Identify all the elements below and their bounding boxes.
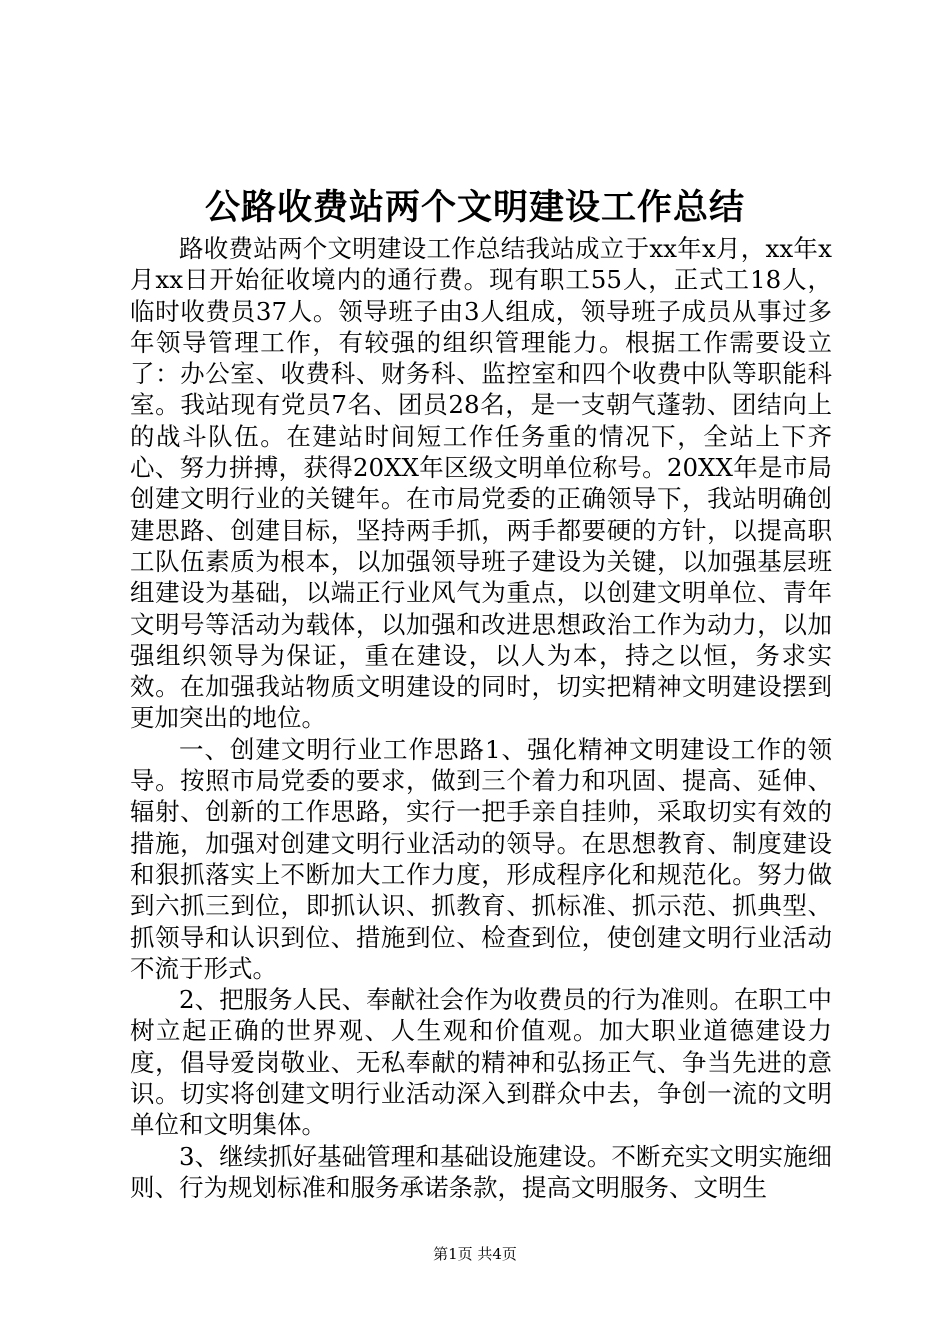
- paragraph-3: 2、把服务人民、奉献社会作为收费员的行为准则。在职工中树立起正确的世界观、人生观和价值观。加大职业道德建设力度，倡导爱岗敬业、无私奉献的精神和弘扬正气、争当先进的意识。切实将创建文明行业活动深入到群众中去，争创一流的文明单位和文明集体。: [130, 985, 832, 1140]
- document-title: 公路收费站两个文明建设工作总结: [204, 187, 745, 228]
- paragraph-1: 路收费站两个文明建设工作总结我站成立于xx年x月，xx年x月xx日开始征收境内的通行费。现有职工55人，正式工18人，临时收费员37人。领导班子由3人组成，领导班子成员从事过多年领导管理工作，有较强的组织管理能力。根据工作需要设立了：办公室、收费科、财务科、监控室和四个收费中队等职能科室。我站现有党员7名、团员28名，是一支朝气蓬勃、团结向上的战斗队伍。在建站时间短工作任务重的情况下，全站上下齐心、努力拼搏，获得20XX年区级文明单位称号。20XX年是市局创建文明行业的关键年。在市局党委的正确领导下，我站明确创建思路、创建目标，坚持两手抓，两手都要硬的方针，以提高职工队伍素质为根本，以加强领导班子建设为关键，以加强基层班组建设为基础，以端正行业风气为重点，以创建文明单位、青年文明号等活动为载体，以加强和改进思想政治工作为动力，以加强组织领导为保证，重在建设，以人为本，持之以恒，务求实效。在加强我站物质文明建设的同时，切实把精神文明建设摆到更加突出的地位。: [130, 234, 832, 733]
- document-body: [130, 233, 832, 1203]
- page-number-footer: 第1页 共4页: [433, 1245, 517, 1263]
- paragraph-4: 3、继续抓好基础管理和基础设施建设。不断充实文明实施细则、行为规划标准和服务承诺条款，提高文明服务、文明生: [130, 1141, 832, 1202]
- paragraph-2: 一、创建文明行业工作思路1、强化精神文明建设工作的领导。按照市局党委的要求，做到三个着力和巩固、提高、延伸、辐射、创新的工作思路，实行一把手亲自挂帅，采取切实有效的措施，加强对创建文明行业活动的领导。在思想教育、制度建设和狠抓落实上不断加大工作力度，形成程序化和规范化。努力做到六抓三到位，即抓认识、抓教育、抓标准、抓示范、抓典型、抓领导和认识到位、措施到位、检查到位，使创建文明行业活动不流于形式。: [130, 734, 832, 983]
